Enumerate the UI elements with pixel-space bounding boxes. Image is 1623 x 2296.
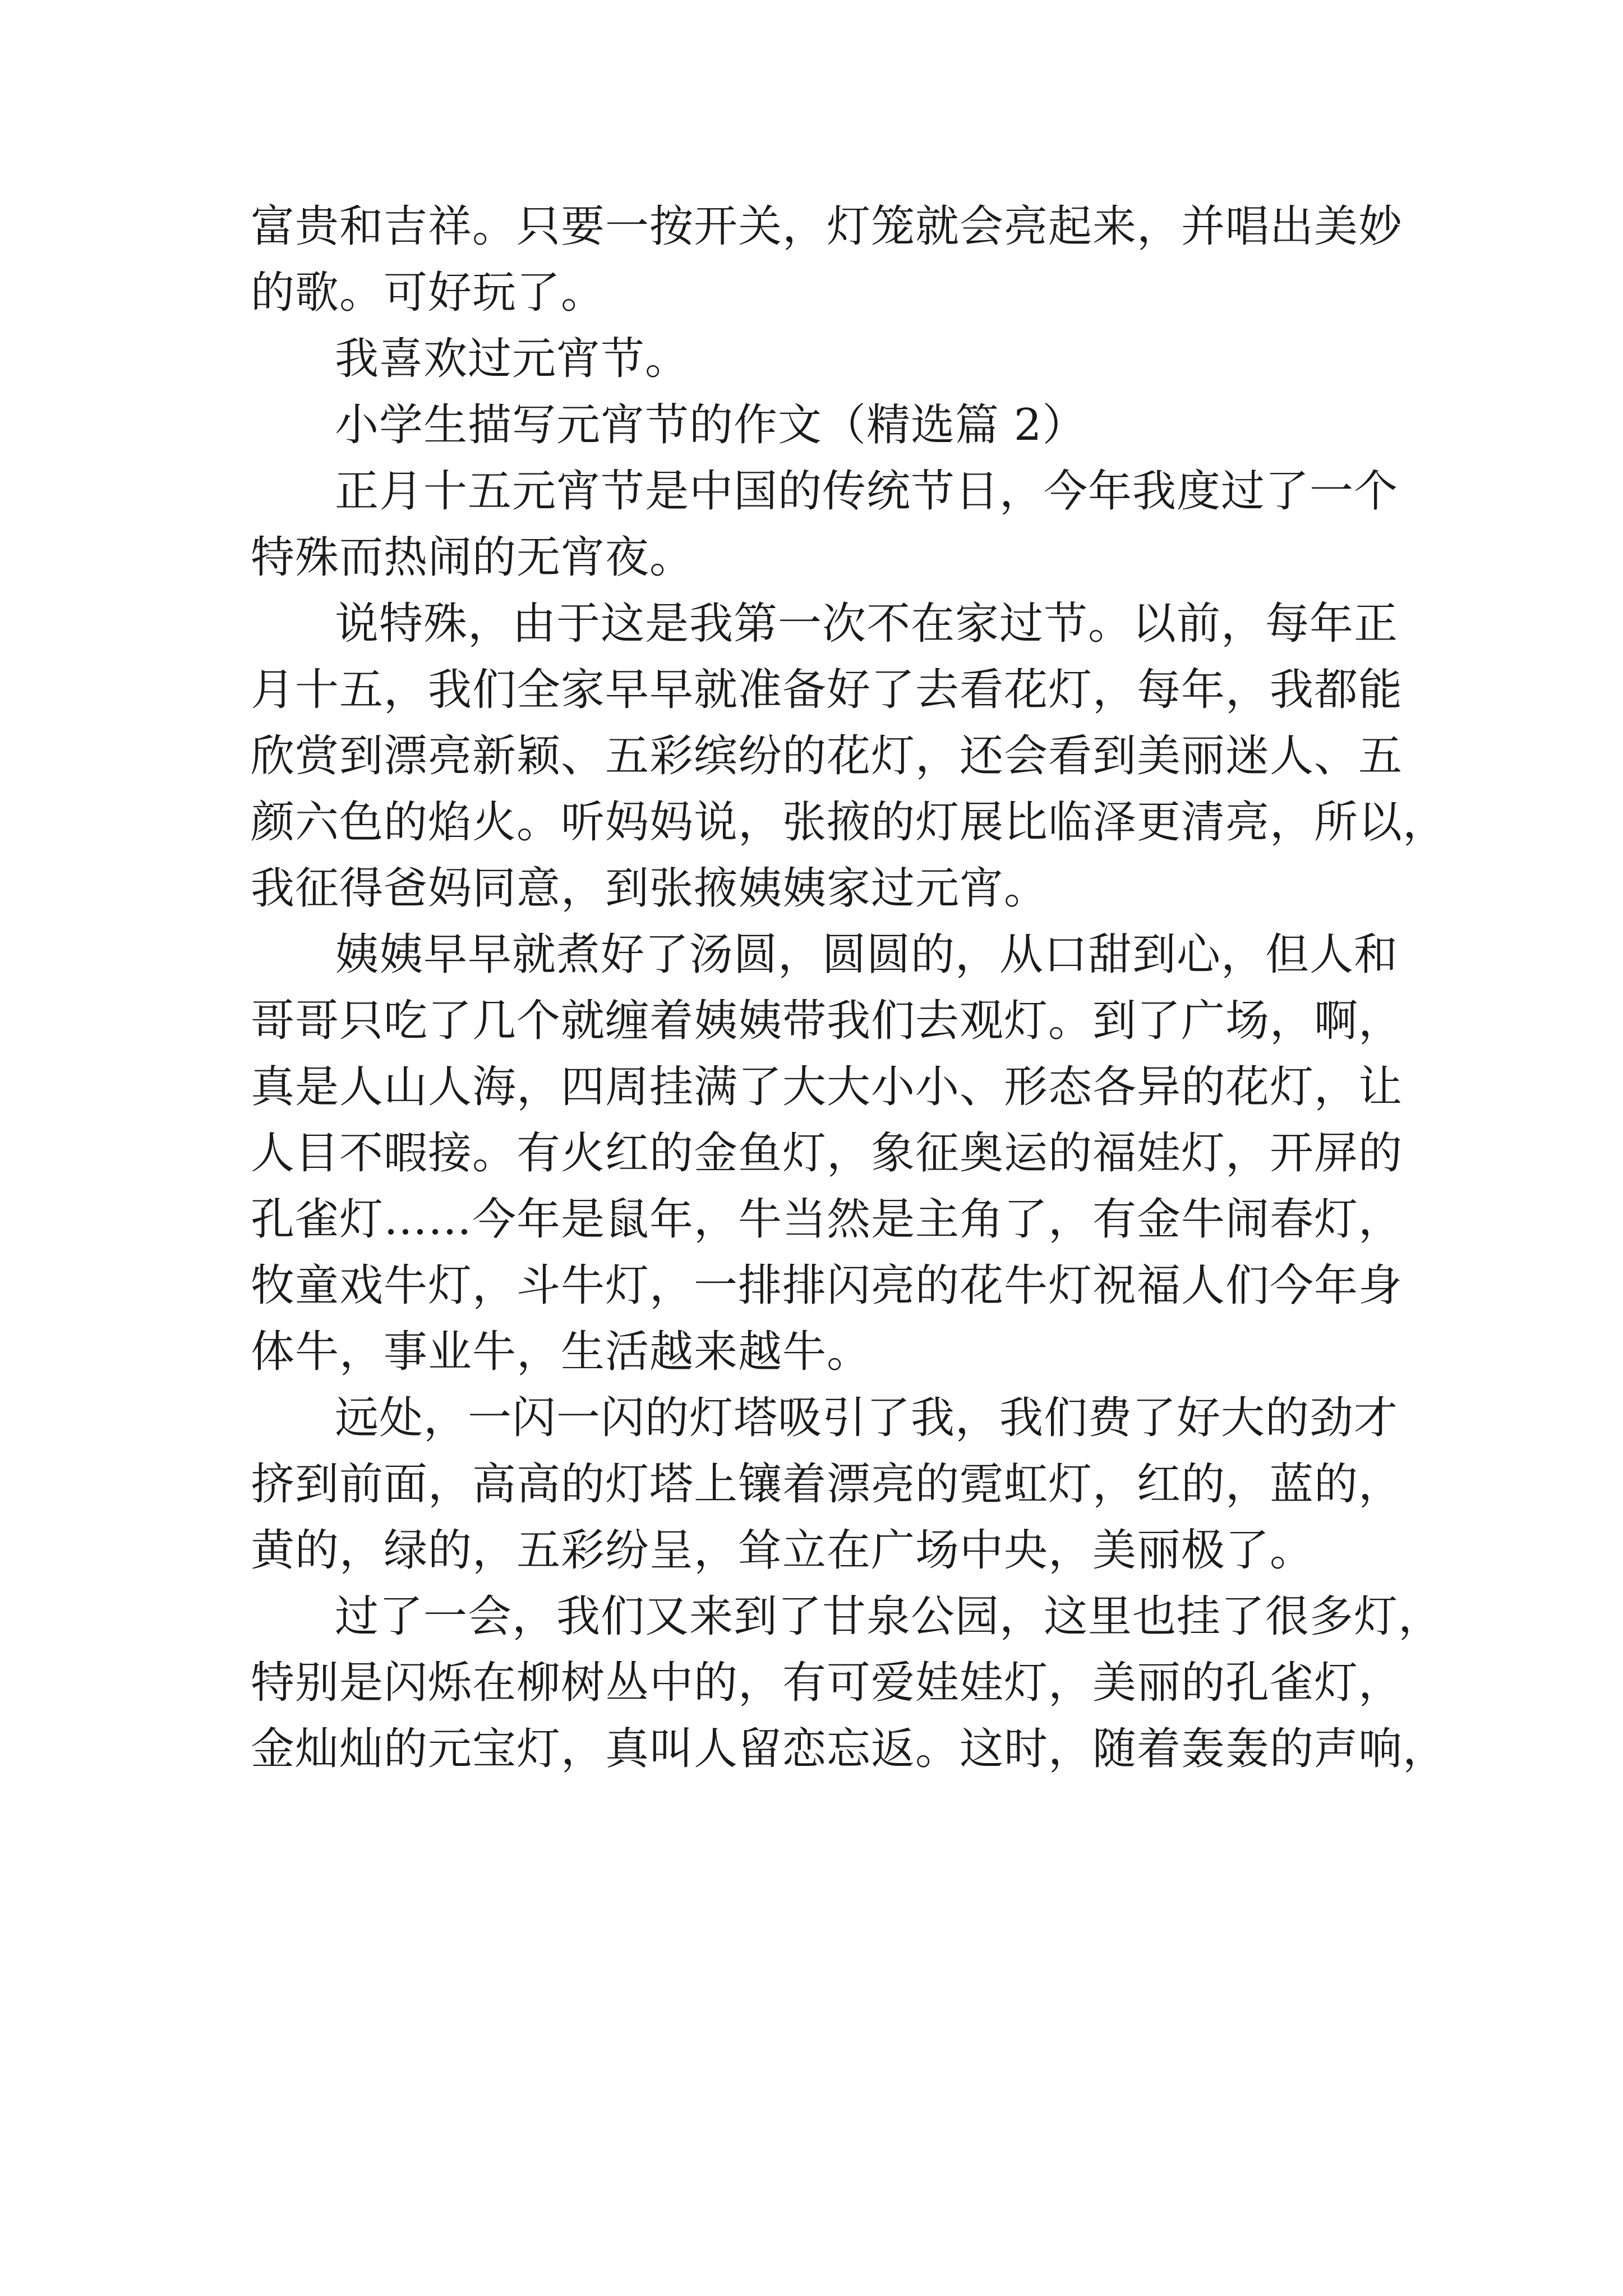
section-heading: 小学生描写元宵节的作文（精选篇 2） <box>335 400 1087 450</box>
text-line: 人目不暇接。有火红的金鱼灯，象征奥运的福娃灯，开屏的 <box>251 1128 1403 1179</box>
text-line: 欣赏到漂亮新颖、五彩缤纷的花灯，还会看到美丽迷人、五 <box>251 731 1403 781</box>
text-line: 真是人山人海，四周挂满了大大小小、形态各异的花灯，让 <box>251 1062 1403 1112</box>
text-line: 挤到前面，高高的灯塔上镶着漂亮的霓虹灯，红的，蓝的， <box>251 1459 1403 1510</box>
text-line: 体牛，事业牛，生活越来越牛。 <box>251 1327 872 1377</box>
text-line: 牧童戏牛灯，斗牛灯，一排排闪亮的花牛灯祝福人们今年身 <box>251 1260 1403 1311</box>
text-line: 黄的，绿的，五彩纷呈，耸立在广场中央，美丽极了。 <box>251 1525 1315 1576</box>
paragraph-line: 远处，一闪一闪的灯塔吸引了我，我们费了好大的劲才 <box>335 1393 1399 1443</box>
text-line: 的歌。可好玩了。 <box>251 268 606 318</box>
text-line: 我征得爸妈同意，到张掖姨姨家过元宵。 <box>251 863 1049 914</box>
text-line: 金灿灿的元宝灯，真叫人留恋忘返。这时，随着轰轰的声响， <box>251 1724 1447 1774</box>
text-line: 富贵和吉祥。只要一按开关，灯笼就会亮起来，并唱出美妙 <box>251 201 1403 252</box>
paragraph-line: 说特殊，由于这是我第一次不在家过节。以前，每年正 <box>335 599 1399 649</box>
paragraph-line: 过了一会，我们又来到了甘泉公园，这里也挂了很多灯， <box>335 1591 1443 1642</box>
text-line: 特别是闪烁在柳树丛中的，有可爱娃娃灯，美丽的孔雀灯， <box>251 1658 1403 1708</box>
paragraph-line: 姨姨早早就煮好了汤圆，圆圆的，从口甜到心，但人和 <box>335 930 1399 980</box>
paragraph-line: 正月十五元宵节是中国的传统节日，今年我度过了一个 <box>335 466 1399 517</box>
text-line: 月十五，我们全家早早就准备好了去看花灯，每年，我都能 <box>251 665 1403 715</box>
text-line: 孔雀灯……今年是鼠年，牛当然是主角了，有金牛闹春灯， <box>251 1194 1403 1245</box>
text-line: 特殊而热闹的无宵夜。 <box>251 532 694 583</box>
paragraph-line: 我喜欢过元宵节。 <box>335 334 690 384</box>
text-line: 颜六色的焰火。听妈妈说，张掖的灯展比临泽更清亮，所以， <box>251 797 1447 848</box>
text-line: 哥哥只吃了几个就缠着姨姨带我们去观灯。到了广场，啊， <box>251 996 1403 1046</box>
